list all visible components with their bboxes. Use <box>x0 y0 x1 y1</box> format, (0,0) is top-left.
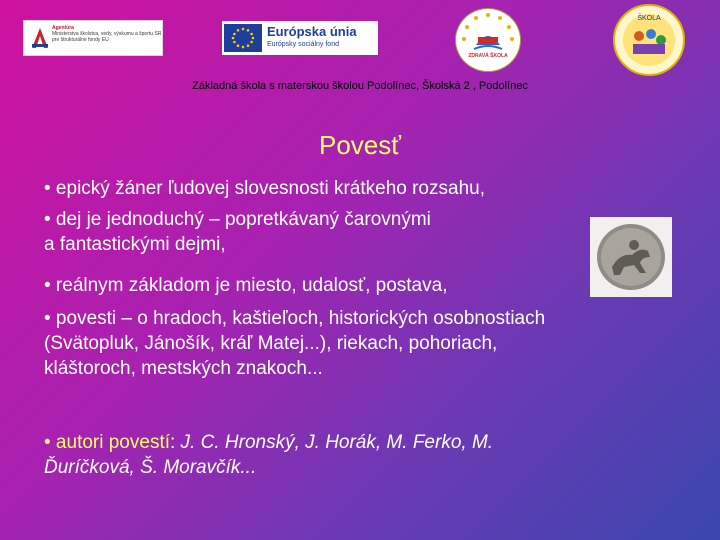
agency-logo <box>23 20 163 56</box>
bullet-label: autori povestí <box>50 432 170 453</box>
skola-logo-icon <box>615 6 683 74</box>
bullet-item <box>44 430 704 480</box>
eu-logo <box>222 21 378 55</box>
zdrava-skola-logo-icon <box>456 9 520 71</box>
bullet-text-continued: (Svätopluk, Jánošík, kráľ Matej...), riekach, pohoriach, <box>44 333 498 354</box>
eu-logo-subtitle: Európsky sociálny fond <box>267 41 339 48</box>
bullet-item <box>44 306 704 381</box>
eu-flag-icon <box>224 24 262 52</box>
page-title: Povesť <box>318 130 401 160</box>
zdrava-skola-logo <box>455 8 521 72</box>
agency-logo-line: Agentúra <box>52 25 74 31</box>
school-name-line: Základná škola s materskou školou Podolínec, Školská 2 , Podolínec <box>192 80 528 92</box>
bullet-text: dej je jednoduchý – popretkávaný čarovnými <box>50 209 431 230</box>
coin-image-icon <box>590 217 672 297</box>
bullet-symbol: • <box>44 209 51 230</box>
bullet-symbol: • <box>44 275 51 296</box>
bullet-text: reálnym základom je miesto, udalosť, postava, <box>50 275 448 296</box>
agency-logo-text <box>52 25 161 43</box>
bullet-text: epický žáner ľudovej slovesnosti krátkeho rozsahu, <box>50 178 485 199</box>
bullet-text-continued: Ďuríčková, Š. Moravčík... <box>44 457 257 478</box>
zdrava-skola-caption: ZDRAVÁ ŠKOLA <box>468 53 508 59</box>
agency-logo-line: Ministerstva školstva, vedy, výskumu a športu SR <box>52 31 162 37</box>
bullet-text: J. C. Hronský, J. Horák, M. Ferko, M. <box>175 432 494 453</box>
skola-logo-text: ŠKOLA <box>637 15 661 22</box>
bullet-symbol: • <box>44 308 51 329</box>
bullet-text-continued: kláštoroch, mestských znakoch... <box>44 358 323 379</box>
bullet-text-continued: a fantastickými dejmi, <box>44 234 226 255</box>
coin-image <box>590 217 672 297</box>
bullet-symbol: • <box>44 178 51 199</box>
eu-logo-title: Európska únia <box>267 24 357 39</box>
agency-logo-line: pre štrukturálne fondy EÚ <box>52 37 109 43</box>
bullet-colon: : <box>170 432 176 453</box>
bullet-item <box>44 176 704 201</box>
bullet-text: povesti – o hradoch, kaštieľoch, historických osobnostiach <box>50 308 546 329</box>
bullet-symbol: • <box>44 432 51 453</box>
skola-logo <box>613 4 685 76</box>
agency-logo-icon <box>30 26 50 50</box>
